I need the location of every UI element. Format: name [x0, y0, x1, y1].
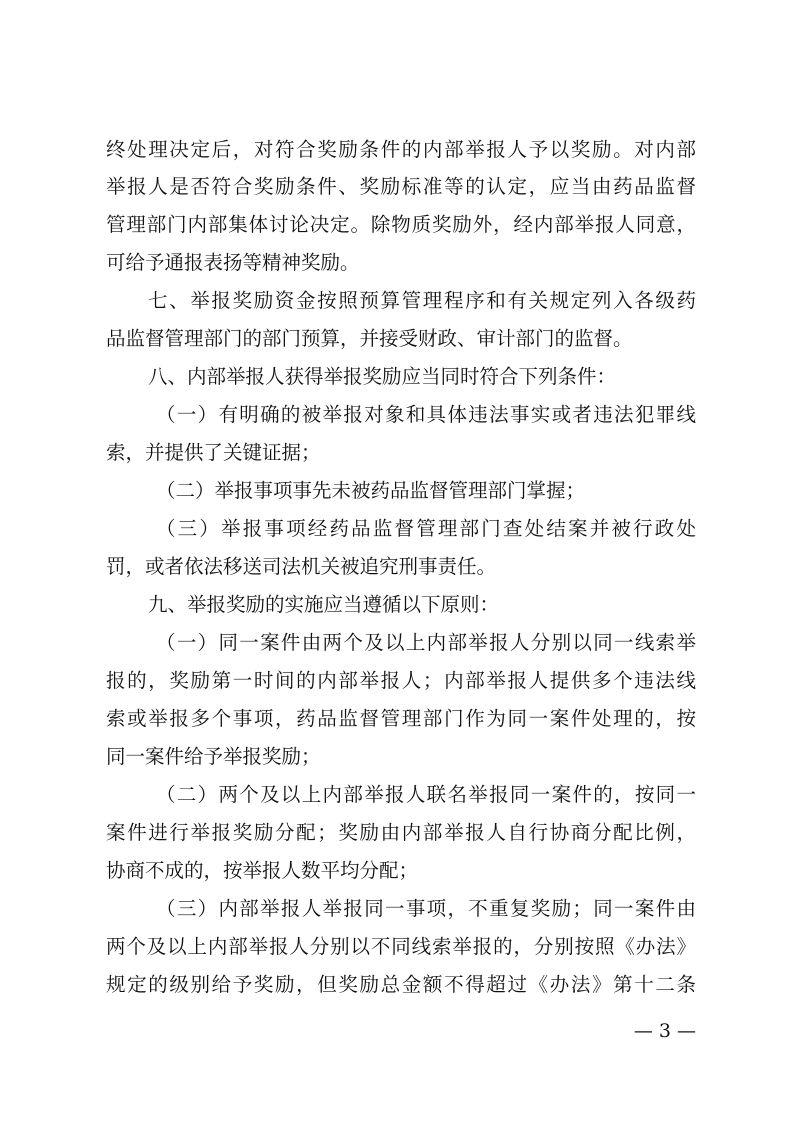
item-line: （二）两个及以上内部举报人联名举报同一案件的，按同一: [156, 783, 696, 806]
item-line: （一）有明确的被举报对象和具体违法事实或者违法犯罪线: [156, 403, 696, 426]
text-line: 两个及以上内部举报人分别以不同线索举报的，分别按照《办法》: [106, 935, 696, 958]
section-7-heading-line: 七、举报奖励资金按照预算管理程序和有关规定列入各级药: [148, 289, 696, 312]
text-line: 终处理决定后，对符合奖励条件的内部举报人予以奖励。对内部: [106, 138, 696, 161]
text-line: 品监督管理部门的部门预算，并接受财政、审计部门的监督。: [106, 327, 633, 350]
item-line: （一）同一案件由两个及以上内部举报人分别以同一线索举: [156, 631, 696, 654]
text-line: 可给予通报表扬等精神奖励。: [106, 251, 360, 274]
section-9-heading-line: 九、举报奖励的实施应当遵循以下原则：: [148, 593, 500, 616]
item-line: （二）举报事项事先未被药品监督管理部门掌握；: [156, 479, 586, 502]
text-line: 索，并提供了关键证据；: [106, 441, 321, 464]
text-line: 管理部门内部集体讨论决定。除物质奖励外，经内部举报人同意，: [106, 213, 696, 236]
section-8-heading-line: 八、内部举报人获得举报奖励应当同时符合下列条件：: [148, 365, 617, 388]
page-number: — 3 —: [633, 1020, 696, 1042]
text-line: 报的，奖励第一时间的内部举报人；内部举报人提供多个违法线: [106, 669, 696, 692]
text-line: 罚，或者依法移送司法机关被追究刑事责任。: [106, 555, 497, 578]
text-line: 同一案件给予举报奖励；: [106, 745, 321, 768]
text-line: 索或举报多个事项，药品监督管理部门作为同一案件处理的，按: [106, 707, 696, 730]
item-line: （三）内部举报人举报同一事项，不重复奖励；同一案件由: [156, 897, 696, 920]
text-line: 案件进行举报奖励分配；奖励由内部举报人自行协商分配比例，: [106, 821, 696, 844]
text-line: 规定的级别给予奖励，但奖励总金额不得超过《办法》第十二条: [106, 973, 696, 996]
item-line: （三）举报事项经药品监督管理部门查处结案并被行政处: [156, 517, 696, 540]
text-line: 协商不成的，按举报人数平均分配；: [106, 859, 419, 882]
text-line: 举报人是否符合奖励条件、奖励标准等的认定，应当由药品监督: [106, 175, 696, 198]
